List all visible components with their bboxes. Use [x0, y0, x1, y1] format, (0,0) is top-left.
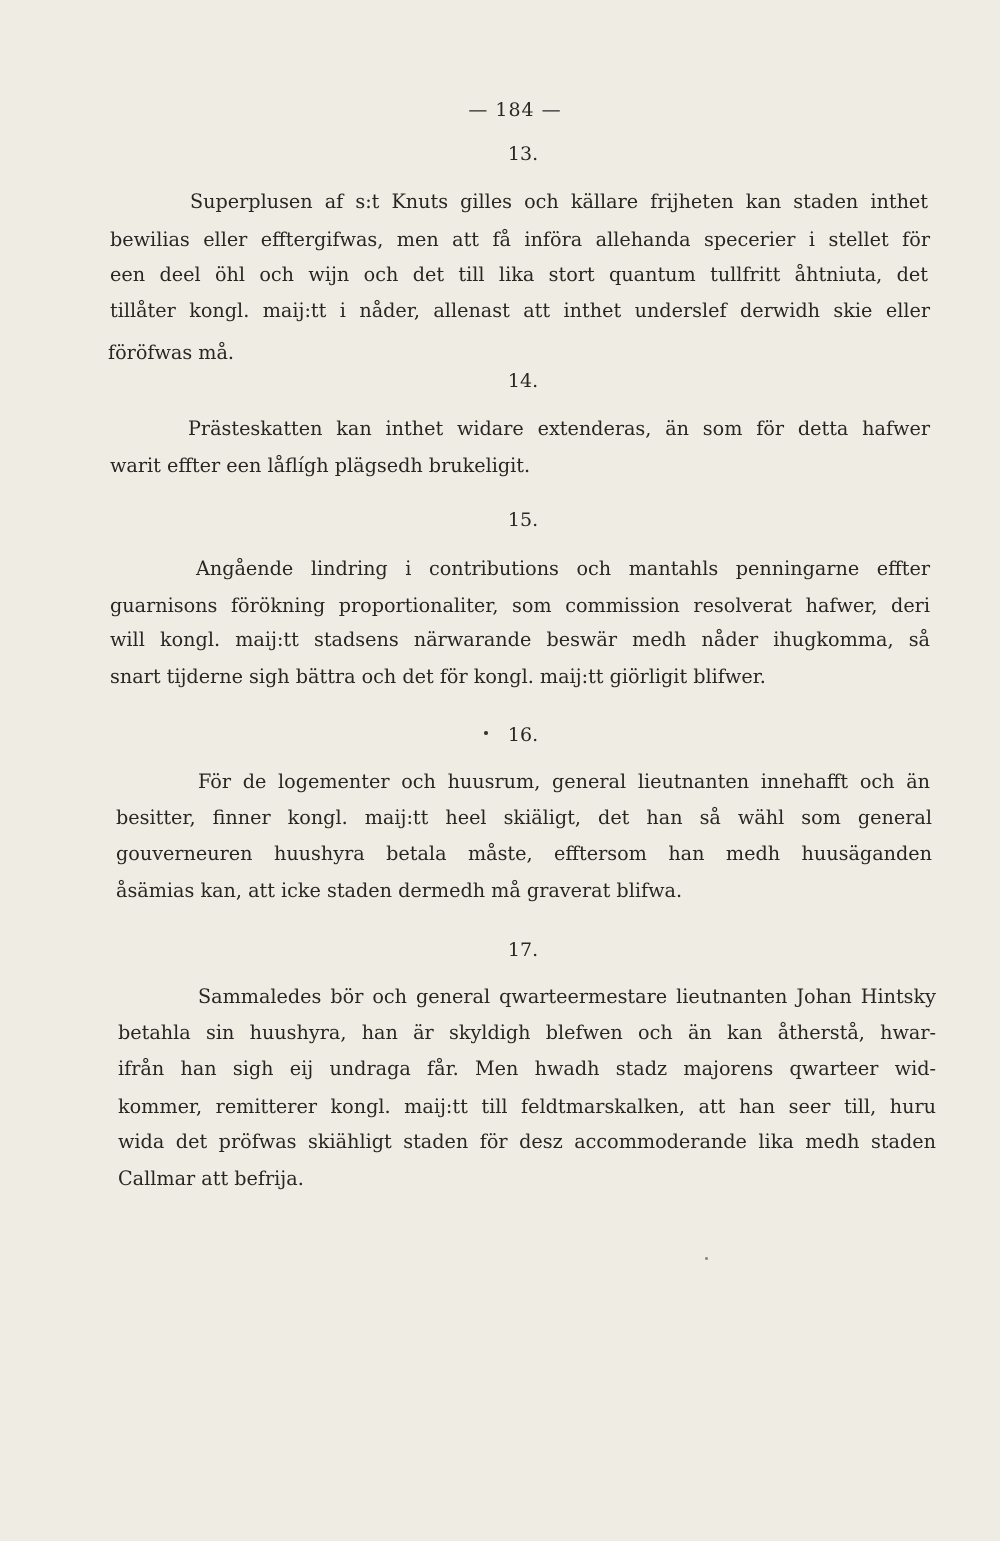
section-heading-16: 16.: [507, 724, 539, 746]
print-speck: [484, 731, 488, 735]
text-line: bewilias eller efftergifwas, men att få införa allehanda specerier i stellet för: [110, 228, 930, 251]
page-number: — 184 —: [468, 99, 562, 121]
text-line: ifrån han sigh eij undraga får. Men hwadh stadz majorens qwarteer wid-: [118, 1057, 936, 1080]
section-heading-14: 14.: [507, 370, 539, 392]
text-line: een deel öhl och wijn och det till lika stort quantum tullfritt åhtniuta, det: [110, 263, 928, 286]
text-line: besitter, finner kongl. maij:tt heel skiäligt, det han så wähl som general: [116, 806, 932, 829]
text-line: föröfwas må.: [108, 341, 235, 364]
text-line: tillåter kongl. maij:tt i nåder, allenast att inthet underslef derwidh skie eller: [110, 299, 930, 322]
print-speck: [705, 1257, 708, 1260]
text-line: guarnisons förökning proportionaliter, som commission resolverat hafwer, deri: [110, 594, 930, 617]
text-line: Callmar att befrija.: [118, 1167, 304, 1190]
text-line: Sammaledes bör och general qwarteermestare lieutnanten Johan Hintsky: [198, 985, 936, 1008]
text-line: gouverneuren huushyra betala måste, efftersom han medh huusäganden: [116, 842, 932, 865]
text-line: kommer, remitterer kongl. maij:tt till feldtmarskalken, att han seer till, huru: [118, 1095, 936, 1118]
text-line: snart tijderne sigh bättra och det för kongl. maij:tt giörligit blifwer.: [110, 665, 766, 688]
text-line: wida det pröfwas skiähligt staden för desz accommoderande lika medh staden: [118, 1130, 936, 1153]
section-heading-13: 13.: [507, 143, 539, 165]
text-line: warit effter een låflígh plägsedh brukeligit.: [110, 454, 531, 477]
section-heading-15: 15.: [507, 509, 539, 531]
text-line: betahla sin huushyra, han är skyldigh blefwen och än kan åtherstå, hwar-: [118, 1021, 936, 1044]
section-heading-17: 17.: [507, 939, 539, 961]
text-line: För de logementer och huusrum, general lieutnanten innehafft och än: [198, 770, 930, 793]
text-line: Superplusen af s:t Knuts gilles och källare frijheten kan staden inthet: [190, 190, 928, 213]
text-line: will kongl. maij:tt stadsens närwarande beswär medh nåder ihugkomma, så: [110, 628, 930, 651]
text-line: Prästeskatten kan inthet widare extenderas, än som för detta hafwer: [188, 417, 930, 440]
text-line: Angående lindring i contributions och mantahls penningarne effter: [196, 557, 930, 580]
text-line: åsämias kan, att icke staden dermedh må graverat blifwa.: [116, 879, 683, 902]
